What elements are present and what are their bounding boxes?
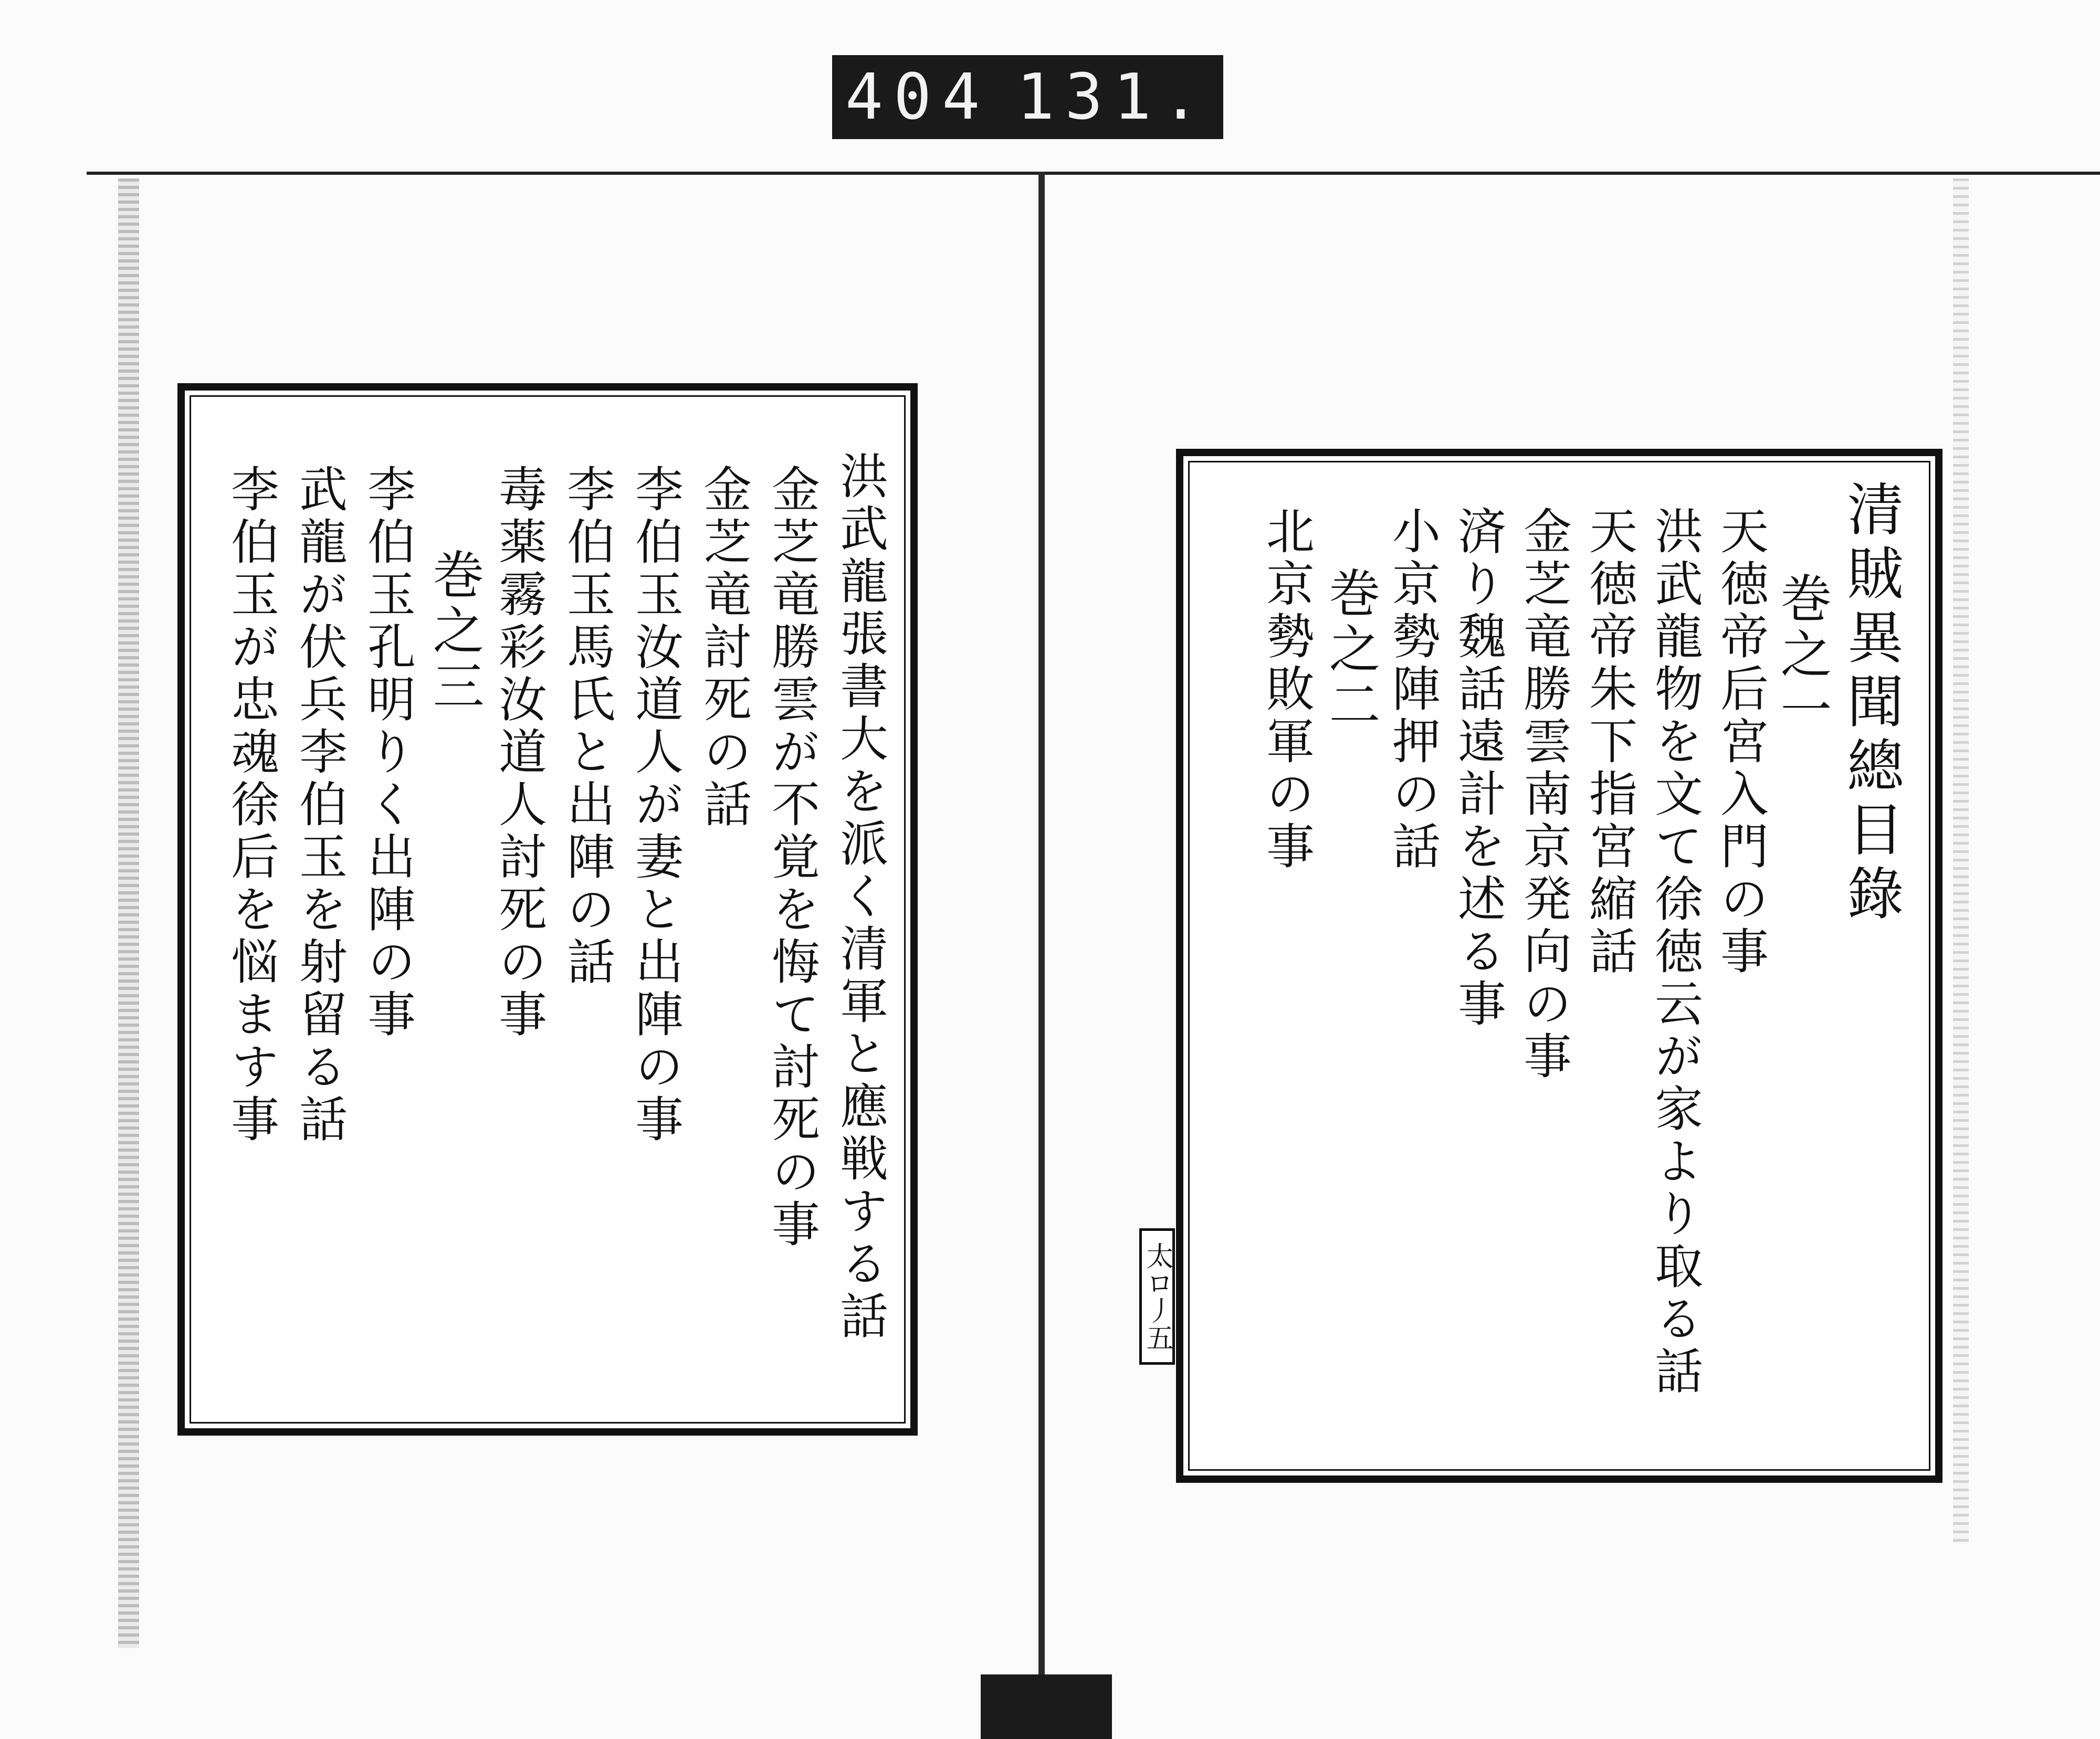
right-volume-heading-1: 巻之一 [1772, 572, 1832, 739]
left-entry-8: 武龍が伏兵李伯玉を射留る話 [291, 464, 348, 1146]
left-entry-6: 毒薬霧彩汝道人討死の事 [491, 464, 547, 1041]
left-entry-2: 金芝竜勝雲が不覚を悔て討死の事 [764, 464, 820, 1251]
spine-clamp [981, 1674, 1112, 1739]
top-rule [87, 172, 2100, 175]
film-label-left: 404 [845, 60, 991, 134]
right-volume-heading-2: 巻之二 [1320, 566, 1380, 733]
book-spine [1038, 172, 1045, 1694]
right-entry-1: 天徳帝后宮入門の事 [1713, 506, 1769, 978]
page-title: 清賊異聞總目錄 [1838, 480, 1903, 928]
right-entry-5: 済り魏話遠計を述る事 [1450, 506, 1506, 1031]
left-page-panel [177, 383, 918, 1436]
left-entry-4: 李伯玉汝道人が妻と出陣の事 [627, 464, 684, 1146]
right-entry-2: 洪武龍物を文て徐徳云が家より取る話 [1647, 506, 1703, 1398]
left-entry-3: 金芝竜討死の話 [696, 464, 752, 831]
film-label-right: 131. [1016, 60, 1211, 134]
right-entry-3: 天徳帝朱下指宮縮話 [1581, 506, 1637, 978]
left-entry-1: 洪武龍張書大を派く清軍と應戦する話 [832, 451, 888, 1343]
page-seal-label: 太ロ丿五 [1139, 1228, 1175, 1365]
right-entry-4: 金芝竜勝雲南京発向の事 [1516, 506, 1572, 1083]
right-entry-6: 小京勢陣押の話 [1384, 506, 1441, 873]
right-page-edge [1953, 178, 1969, 1543]
right-entry-7: 北京勢敗軍の事 [1258, 506, 1315, 873]
left-entry-7: 李伯玉孔明りく出陣の事 [360, 464, 416, 1041]
right-page-panel [1176, 449, 1942, 1483]
microfilm-frame-label [832, 55, 1223, 139]
left-entry-5: 李伯玉馬氏と出陣の話 [559, 464, 615, 989]
left-entry-9: 李伯玉が忠魂徐后を悩ます事 [223, 464, 279, 1146]
left-page-edge [118, 178, 139, 1648]
left-volume-heading: 巻之三 [424, 548, 484, 715]
